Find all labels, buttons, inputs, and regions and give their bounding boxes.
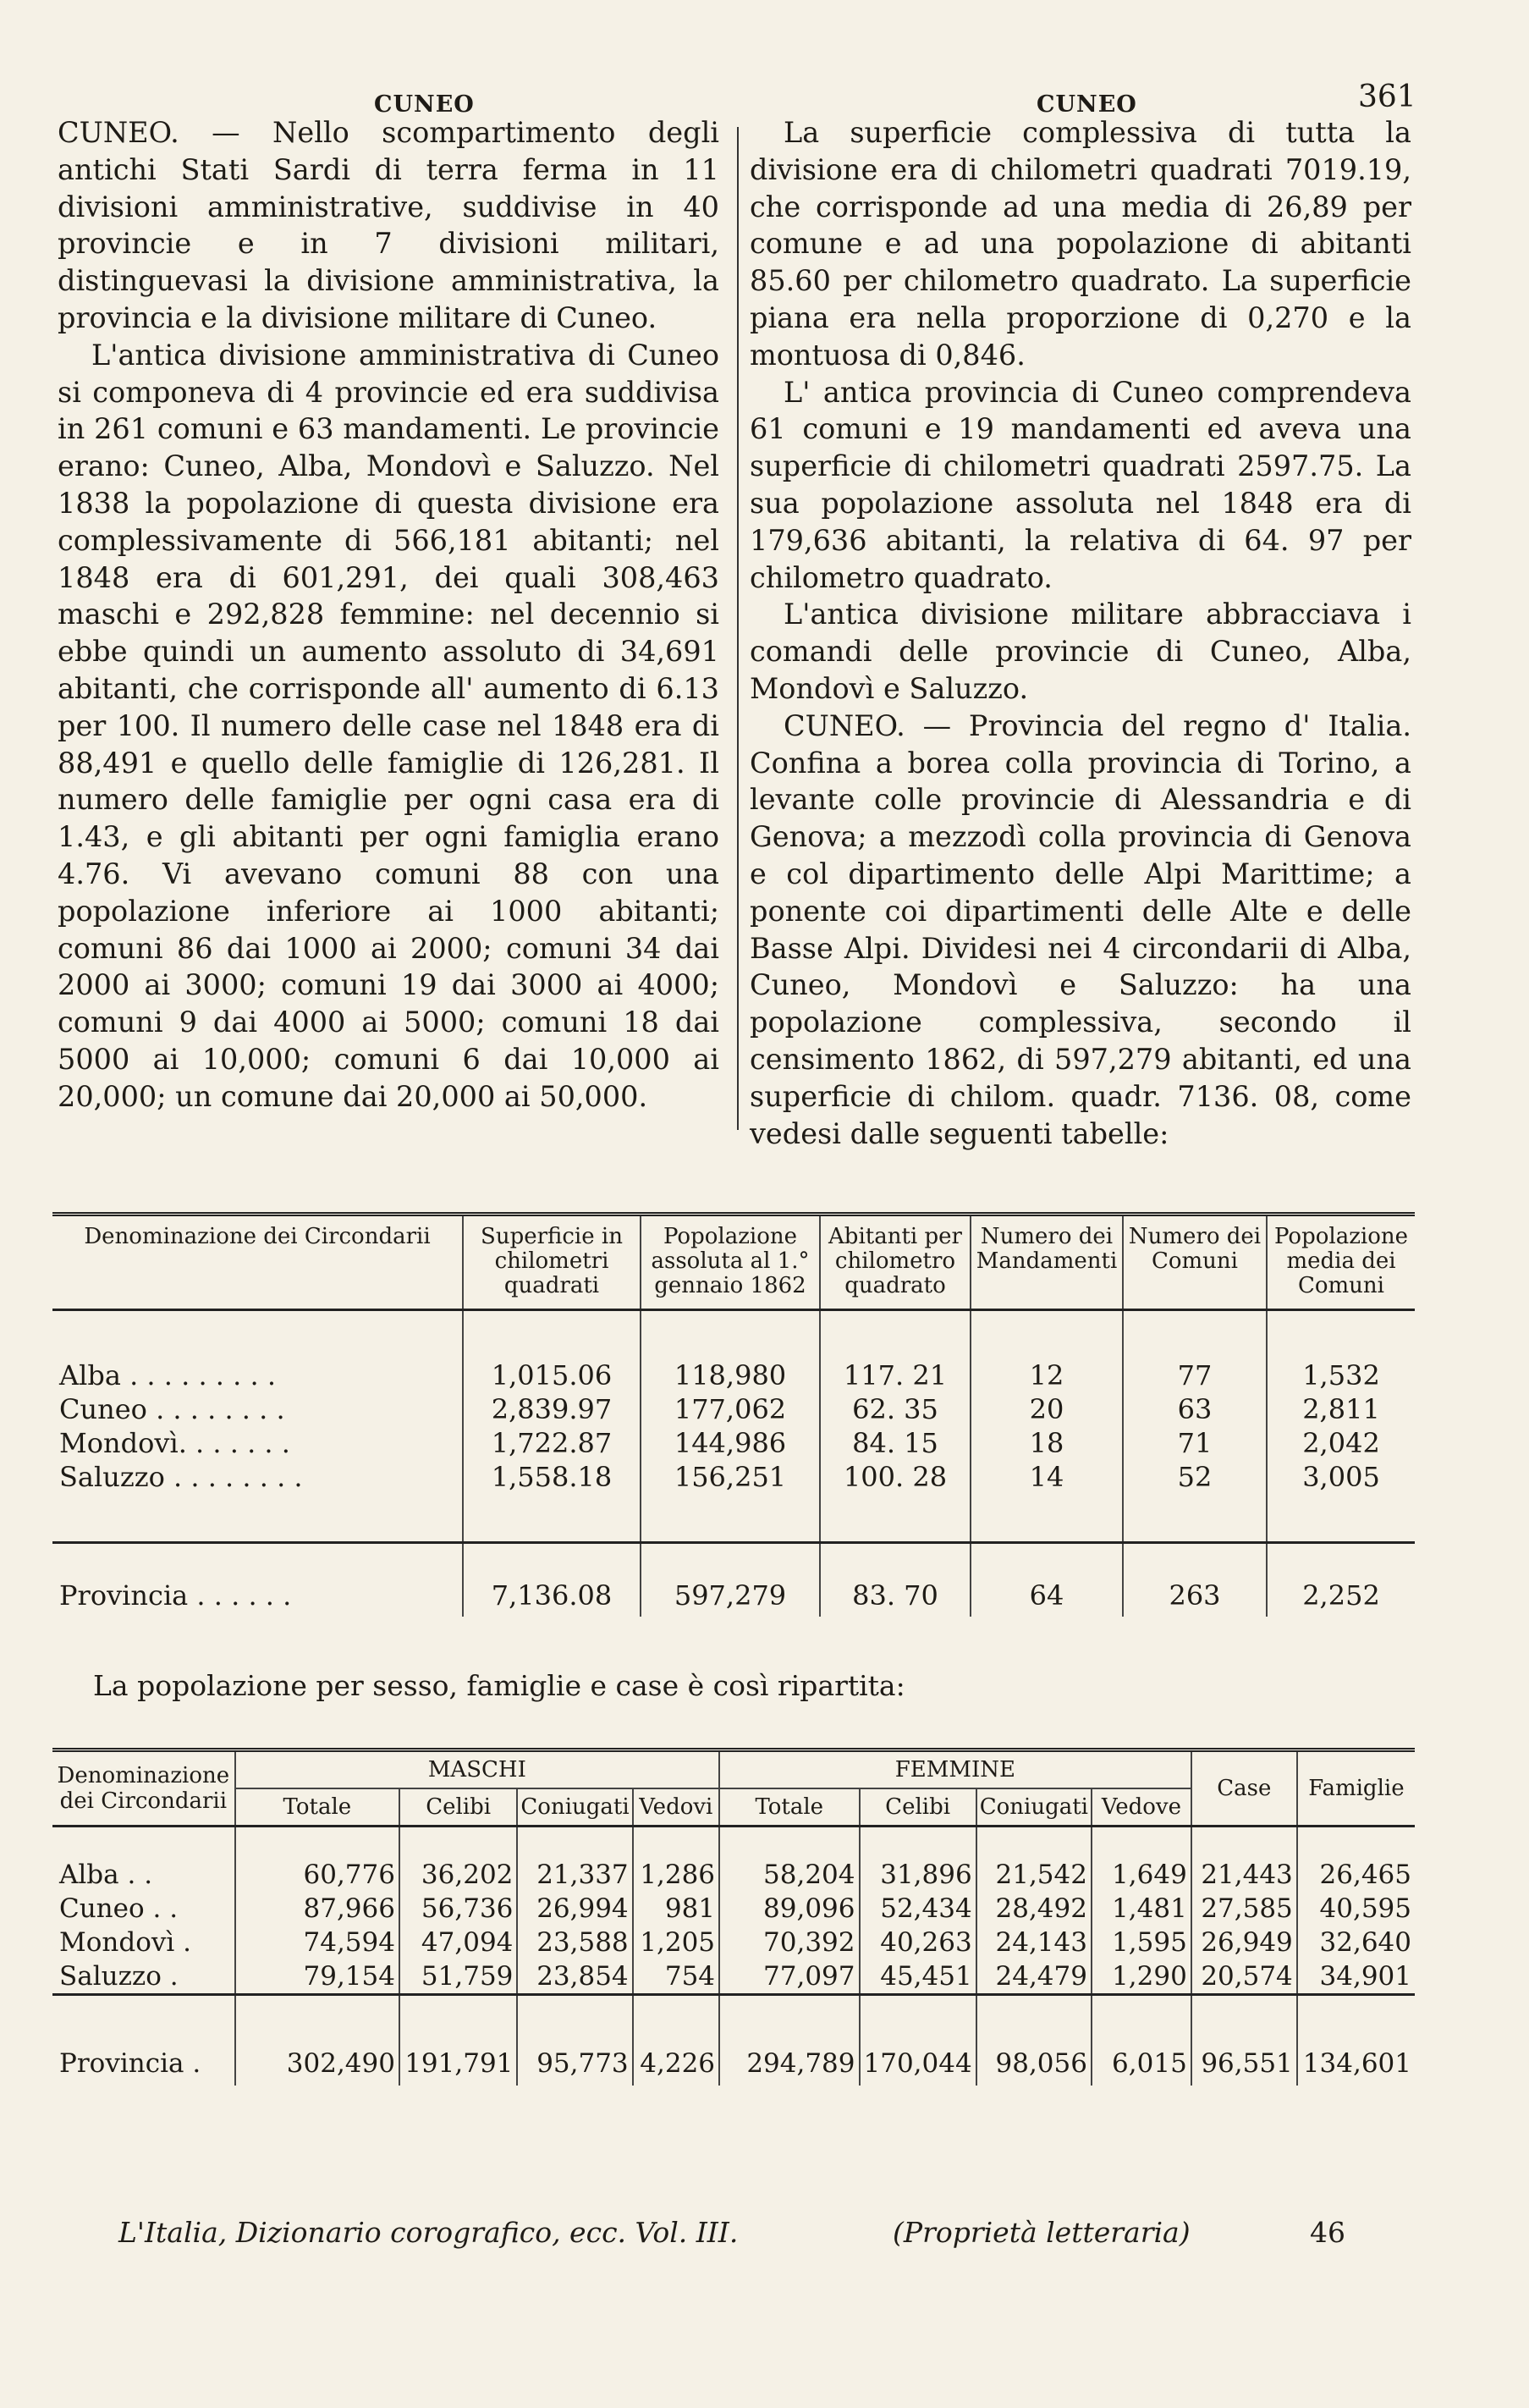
cell: 28,492 [976,1892,1092,1926]
cell: 134,601 [1297,2042,1415,2086]
cell: 23,854 [517,1959,632,1995]
cell: 1,649 [1092,1858,1191,1892]
cell: 96,551 [1191,2042,1297,2086]
table-row [52,1858,1415,1892]
left-paragraph-1: CUNEO. — Nello scompartimento degli antichi Stati Sardi di terra ferma in 11 divisioni amministrative, suddivise in 40 provincie e in 7 divisioni militari, distinguevasi la divisione amministrativa, la provincia e la divisione militare di Cuneo. [58,116,719,334]
cell: 60,776 [235,1858,399,1892]
cell: 1,205 [633,1926,719,1959]
cell: 1,595 [1092,1926,1191,1959]
header-maschi-totale: Totale [235,1788,399,1827]
cell: 7,136.08 [463,1574,641,1617]
table-row [52,1392,1415,1426]
header-famiglie: Famiglie [1297,1750,1415,1827]
right-paragraph-1: La superficie complessiva di tutta la divisione era di chilometri quadrati 7019.19, che corrisponde ad una media di 26,89 per comune e ad una popolazione di abitanti 85.60 per chilometro quadrato. La superficie piana era nella proporzione di 0,270 e la montuosa di 0,846. [750,116,1411,372]
spacer-row [52,1995,1415,2042]
cell: 20 [971,1392,1123,1426]
left-paragraph-2: L'antica divisione amministrativa di Cuneo si componeva di 4 provincie ed era suddivisa in 261 comuni e 63 mandamenti. Le provincie erano: Cuneo, Alba, Mondovì e Saluzzo. Nel 1838 la popolazione di questa divisione era complessivamente di 566,181 abitanti; nel 1848 era di 601,291, dei quali 308,463 maschi e 292,828 femmine: nel decennio si ebbe quindi un aumento assoluto di 34,691 abitanti, che corrisponde all' aumento di 6.13 per 100. Il numero delle case nel 1848 era di 88,491 e quello delle famiglie di 126,281. Il numero delle famiglie per ogni casa era di 1.43, e gli abitanti per ogni famiglia erano 4.76. Vi avevano comuni 88 con una popolazione inferiore ai 1000 abitanti; comuni 86 dai 1000 ai 2000; comuni 34 dai 2000 ai 3000; comuni 19 dai 3000 ai 4000; comuni 9 dai 4000 ai 5000; comuni 18 dai 5000 ai 10,000; comuni 6 dai 10,000 ai 20,000; un comune dai 20,000 ai 50,000. [58,338,719,1113]
cell: 263 [1123,1574,1267,1617]
cell: 36,202 [399,1858,517,1892]
table-row [52,1926,1415,1959]
cell: 302,490 [235,2042,399,2086]
cell: 27,585 [1191,1892,1297,1926]
header-femmine-celibi: Celibi [860,1788,976,1827]
table2-caption: La popolazione per sesso, famiglie e case è così ripartita: [93,1669,905,1702]
spacer-row [52,1543,1415,1575]
spacer-row [52,1827,1415,1859]
cell: 34,901 [1297,1959,1415,1995]
table-header-row [52,1215,1415,1310]
footer-citation: L'Italia, Dizionario corografico, ecc. Vol. III. [118,2216,739,2249]
cell: 58,204 [719,1858,860,1892]
cell: 24,143 [976,1926,1092,1959]
cell: 77 [1123,1358,1267,1392]
cell: 2,811 [1267,1392,1415,1426]
cell-name: Saluzzo . . . . . . . . [59,1461,303,1493]
cell: 6,015 [1092,2042,1191,2086]
header-case: Case [1191,1750,1297,1827]
cell: 98,056 [976,2042,1092,2086]
sesso-famiglie-table [52,1748,1415,2086]
header-femmine: FEMMINE [719,1750,1191,1789]
cell: 79,154 [235,1959,399,1995]
header-denominazione: Denominazione dei Circondarii [84,1224,431,1249]
cell: 170,044 [860,2042,976,2086]
cell: 56,736 [399,1892,517,1926]
cell: 1,481 [1092,1892,1191,1926]
cell: 294,789 [719,2042,860,2086]
header-denominazione: Denominazione dei Circondarii [57,1763,230,1814]
cell: 1,558.18 [463,1460,641,1494]
spacer-row [52,1494,1415,1543]
header-abitanti: Abitanti per chilometro quadrato [820,1215,971,1310]
right-paragraph-3: L'antica divisione militare abbracciava i comandi delle provincie di Cuneo, Alba, Mondovì e Saluzzo. [750,598,1411,705]
cell: 31,896 [860,1858,976,1892]
cell-name: Alba . . . . . . . . . [59,1359,276,1391]
cell: 12 [971,1358,1123,1392]
cell: 754 [633,1959,719,1995]
cell: 1,015.06 [463,1358,641,1392]
cell: 156,251 [641,1460,820,1494]
cell-name: Alba . . [59,1860,153,1890]
header-mandamenti: Numero dei Mandamenti [971,1215,1123,1310]
cell: 64 [971,1574,1123,1617]
cell: 21,337 [517,1858,632,1892]
header-femmine-coniugati: Coniugati [976,1788,1092,1827]
header-popolazione-media: Popolazione media dei Comuni [1267,1215,1415,1310]
header-maschi: MASCHI [235,1750,719,1789]
cell: 77,097 [719,1959,860,1995]
cell-name: Provincia . [59,2048,201,2079]
cell: 21,542 [976,1858,1092,1892]
spacer-row [52,1310,1415,1359]
table2-group-header [52,1750,1415,1789]
right-running-head: CUNEO [1037,91,1137,118]
right-column [750,114,1411,1152]
table-row [52,1892,1415,1926]
cell-name: Cuneo . . [59,1893,179,1924]
circondarii-table [52,1212,1415,1617]
footer-rights: (Proprietà letteraria) [893,2216,1191,2249]
cell: 1,532 [1267,1358,1415,1392]
cell: 1,722.87 [463,1426,641,1460]
cell: 23,588 [517,1926,632,1959]
cell: 14 [971,1460,1123,1494]
cell: 21,443 [1191,1858,1297,1892]
cell: 52,434 [860,1892,976,1926]
cell: 24,479 [976,1959,1092,1995]
cell: 981 [633,1892,719,1926]
cell: 95,773 [517,2042,632,2086]
cell: 26,994 [517,1892,632,1926]
cell: 83. 70 [820,1574,971,1617]
cell: 87,966 [235,1892,399,1926]
cell: 597,279 [641,1574,820,1617]
table-row [52,1959,1415,1995]
cell: 40,595 [1297,1892,1415,1926]
cell: 51,759 [399,1959,517,1995]
cell: 18 [971,1426,1123,1460]
header-femmine-vedove: Vedove [1092,1788,1191,1827]
column-divider [737,127,739,1130]
footer-signature: 46 [1310,2216,1345,2249]
cell: 1,286 [633,1858,719,1892]
total-row [52,1574,1415,1617]
table-row [52,1460,1415,1494]
cell: 52 [1123,1460,1267,1494]
left-column [58,114,719,1116]
cell: 26,465 [1297,1858,1415,1892]
cell-name: Saluzzo . [59,1961,179,1992]
cell-name: Mondovì. . . . . . . [59,1427,290,1459]
cell-name: Provincia . . . . . . [59,1579,292,1612]
cell: 70,392 [719,1926,860,1959]
cell: 2,042 [1267,1426,1415,1460]
cell: 32,640 [1297,1926,1415,1959]
cell: 84. 15 [820,1426,971,1460]
right-paragraph-2: L' antica provincia di Cuneo comprendeva 61 comuni e 19 mandamenti ed aveva una superficie di chilometri quadrati 2597.75. La sua popolazione assoluta nel 1848 era di 179,636 abitanti, la relativa di 64. 97 per chilometro quadrato. [750,375,1411,594]
left-running-head: CUNEO [374,91,475,118]
cell: 40,263 [860,1926,976,1959]
header-popolazione: Popolazione assoluta al 1.° gennaio 1862 [641,1215,820,1310]
cell-name: Cuneo . . . . . . . . [59,1393,285,1425]
cell: 47,094 [399,1926,517,1959]
cell: 117. 21 [820,1358,971,1392]
table-row [52,1426,1415,1460]
cell: 191,791 [399,2042,517,2086]
header-femmine-totale: Totale [719,1788,860,1827]
cell: 63 [1123,1392,1267,1426]
header-maschi-celibi: Celibi [399,1788,517,1827]
cell: 45,451 [860,1959,976,1995]
cell: 4,226 [633,2042,719,2086]
header-superficie: Superficie in chilometri quadrati [463,1215,641,1310]
cell: 62. 35 [820,1392,971,1426]
cell: 89,096 [719,1892,860,1926]
cell: 20,574 [1191,1959,1297,1995]
cell: 71 [1123,1426,1267,1460]
cell: 144,986 [641,1426,820,1460]
cell: 177,062 [641,1392,820,1426]
cell: 2,839.97 [463,1392,641,1426]
header-maschi-vedovi: Vedovi [633,1788,719,1827]
table-row [52,1358,1415,1392]
cell: 118,980 [641,1358,820,1392]
header-maschi-coniugati: Coniugati [517,1788,632,1827]
cell-name: Mondovì . [59,1927,192,1958]
cell: 74,594 [235,1926,399,1959]
cell: 26,949 [1191,1926,1297,1959]
page-number: 361 [1358,80,1416,114]
total-row [52,2042,1415,2086]
cell: 2,252 [1267,1574,1415,1617]
cell: 1,290 [1092,1959,1191,1995]
cell: 3,005 [1267,1460,1415,1494]
cell: 100. 28 [820,1460,971,1494]
right-paragraph-4: CUNEO. — Provincia del regno d' Italia. Confina a borea colla provincia di Torino, a levante colle provincie di Alessandria e di Genova; a mezzodì colla provincia di Genova e col dipartimento delle Alpi Marittime; a ponente coi dipartimenti delle Alte e delle Basse Alpi. Dividesi nei 4 circondarii di Alba, Cuneo, Mondovì e Saluzzo: ha una popolazione complessiva, secondo il censimento 1862, di 597,279 abitanti, ed una superficie di chilom. quadr. 7136. 08, come vedesi dalle seguenti tabelle: [750,708,1411,1150]
header-comuni: Numero dei Comuni [1123,1215,1267,1310]
